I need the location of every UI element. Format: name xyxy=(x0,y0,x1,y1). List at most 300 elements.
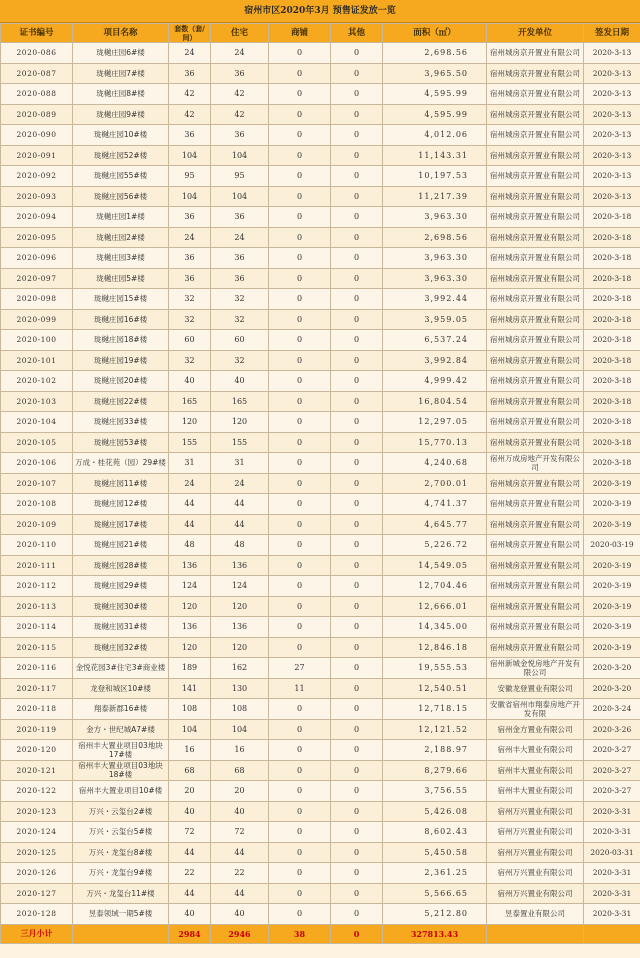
cell-units: 40 xyxy=(169,371,211,392)
cell-developer: 宿州城房京开置业有限公司 xyxy=(487,84,584,105)
cell-project-name: 翔泰新郡16#楼 xyxy=(73,699,169,720)
cell-developer: 宿州城房京开置业有限公司 xyxy=(487,289,584,310)
cell-project-name: 珑樾庄园22#楼 xyxy=(73,391,169,412)
cell-area: 12,297.05 xyxy=(383,412,487,433)
cell-units: 36 xyxy=(169,248,211,269)
cell-area: 8,602.43 xyxy=(383,822,487,843)
cell-project-name: 珑樾庄园3#楼 xyxy=(73,248,169,269)
sheet-title: 宿州市区2020年3月 预售证发放一览 xyxy=(0,0,640,23)
cell-id: 2020-088 xyxy=(1,84,73,105)
cell-id: 2020-108 xyxy=(1,494,73,515)
cell-other: 0 xyxy=(331,658,383,679)
cell-developer: 宿州丰大置业有限公司 xyxy=(487,740,584,761)
cell-date: 2020-3-18 xyxy=(584,391,640,412)
total-label: 三月小计 xyxy=(1,924,73,943)
cell-id: 2020-128 xyxy=(1,904,73,925)
cell-other: 0 xyxy=(331,84,383,105)
cell-date: 2020-3-31 xyxy=(584,863,640,884)
cell-area: 4,595.99 xyxy=(383,84,487,105)
cell-project-name: 万兴・龙玺台9#楼 xyxy=(73,863,169,884)
cell-area: 14,345.00 xyxy=(383,617,487,638)
cell-shop: 0 xyxy=(269,84,331,105)
table-row xyxy=(1,740,640,761)
table-row xyxy=(1,166,640,187)
cell-other: 0 xyxy=(331,268,383,289)
cell-area: 5,426.08 xyxy=(383,801,487,822)
cell-other: 0 xyxy=(331,453,383,474)
cell-project-name: 珑樾庄园7#楼 xyxy=(73,63,169,84)
table-row xyxy=(1,84,640,105)
cell-residential: 104 xyxy=(211,145,269,166)
cell-area: 3,959.05 xyxy=(383,309,487,330)
cell-id: 2020-121 xyxy=(1,760,73,781)
cell-residential: 36 xyxy=(211,63,269,84)
cell-other: 0 xyxy=(331,617,383,638)
cell-units: 32 xyxy=(169,309,211,330)
cell-date: 2020-3-31 xyxy=(584,822,640,843)
cell-developer: 宿州城房京开置业有限公司 xyxy=(487,637,584,658)
cell-date: 2020-3-18 xyxy=(584,309,640,330)
cell-id: 2020-110 xyxy=(1,535,73,556)
table-row xyxy=(1,145,640,166)
cell-residential: 104 xyxy=(211,186,269,207)
cell-developer: 宿州城房京开置业有限公司 xyxy=(487,125,584,146)
cell-date: 2020-3-19 xyxy=(584,637,640,658)
cell-other: 0 xyxy=(331,125,383,146)
cell-shop: 0 xyxy=(269,740,331,761)
col-header-shop: 商铺 xyxy=(269,24,331,43)
cell-area: 5,212.80 xyxy=(383,904,487,925)
cell-date: 2020-3-13 xyxy=(584,186,640,207)
cell-units: 48 xyxy=(169,535,211,556)
table-row xyxy=(1,186,640,207)
table-row xyxy=(1,555,640,576)
cell-residential: 44 xyxy=(211,842,269,863)
cell-project-name: 珑樾庄园10#楼 xyxy=(73,125,169,146)
cell-other: 0 xyxy=(331,637,383,658)
cell-shop: 0 xyxy=(269,309,331,330)
cell-shop: 0 xyxy=(269,555,331,576)
cell-shop: 0 xyxy=(269,268,331,289)
cell-id: 2020-089 xyxy=(1,104,73,125)
cell-project-name: 珑樾庄园32#楼 xyxy=(73,637,169,658)
cell-project-name: 万成・桂花苑（园）29#楼 xyxy=(73,453,169,474)
cell-area: 4,741.37 xyxy=(383,494,487,515)
cell-date: 2020-3-13 xyxy=(584,43,640,64)
cell-project-name: 珑樾庄园17#楼 xyxy=(73,514,169,535)
total-area: 327813.43 xyxy=(383,924,487,943)
cell-project-name: 珑樾庄园55#楼 xyxy=(73,166,169,187)
cell-other: 0 xyxy=(331,145,383,166)
cell-id: 2020-092 xyxy=(1,166,73,187)
cell-id: 2020-106 xyxy=(1,453,73,474)
cell-date: 2020-03-19 xyxy=(584,535,640,556)
cell-area: 2,361.25 xyxy=(383,863,487,884)
cell-developer: 宿州丰大置业有限公司 xyxy=(487,760,584,781)
cell-id: 2020-095 xyxy=(1,227,73,248)
cell-residential: 136 xyxy=(211,617,269,638)
cell-developer: 宿州城房京开置业有限公司 xyxy=(487,473,584,494)
cell-shop: 0 xyxy=(269,227,331,248)
cell-units: 24 xyxy=(169,43,211,64)
cell-units: 44 xyxy=(169,883,211,904)
cell-residential: 60 xyxy=(211,330,269,351)
cell-project-name: 珑樾庄园6#楼 xyxy=(73,43,169,64)
cell-id: 2020-122 xyxy=(1,781,73,802)
cell-other: 0 xyxy=(331,227,383,248)
cell-id: 2020-113 xyxy=(1,596,73,617)
cell-units: 44 xyxy=(169,842,211,863)
cell-other: 0 xyxy=(331,514,383,535)
cell-units: 42 xyxy=(169,84,211,105)
cell-residential: 95 xyxy=(211,166,269,187)
cell-date: 2020-3-20 xyxy=(584,658,640,679)
cell-units: 68 xyxy=(169,760,211,781)
total-units: 2984 xyxy=(169,924,211,943)
cell-project-name: 万兴・云玺台5#楼 xyxy=(73,822,169,843)
cell-project-name: 宿州丰大置业项目10#楼 xyxy=(73,781,169,802)
cell-id: 2020-090 xyxy=(1,125,73,146)
cell-residential: 40 xyxy=(211,904,269,925)
cell-residential: 165 xyxy=(211,391,269,412)
cell-project-name: 宿州丰大置业项目03地块18#楼 xyxy=(73,760,169,781)
cell-id: 2020-112 xyxy=(1,576,73,597)
cell-shop: 0 xyxy=(269,125,331,146)
table-row xyxy=(1,514,640,535)
cell-residential: 32 xyxy=(211,309,269,330)
cell-area: 4,012.06 xyxy=(383,125,487,146)
cell-other: 0 xyxy=(331,309,383,330)
cell-other: 0 xyxy=(331,883,383,904)
cell-id: 2020-126 xyxy=(1,863,73,884)
cell-shop: 0 xyxy=(269,248,331,269)
table-row xyxy=(1,699,640,720)
cell-id: 2020-102 xyxy=(1,371,73,392)
table-row xyxy=(1,43,640,64)
cell-shop: 0 xyxy=(269,760,331,781)
col-header-area: 面积（㎡） xyxy=(383,24,487,43)
cell-project-name: 珑樾庄园16#楼 xyxy=(73,309,169,330)
cell-area: 3,965.50 xyxy=(383,63,487,84)
table-row xyxy=(1,371,640,392)
cell-project-name: 珑樾庄园19#楼 xyxy=(73,350,169,371)
cell-shop: 0 xyxy=(269,207,331,228)
cell-shop: 0 xyxy=(269,104,331,125)
cell-project-name: 珑樾庄园2#楼 xyxy=(73,227,169,248)
cell-developer: 宿州城房京开置业有限公司 xyxy=(487,494,584,515)
cell-id: 2020-086 xyxy=(1,43,73,64)
cell-area: 3,963.30 xyxy=(383,207,487,228)
cell-shop: 0 xyxy=(269,822,331,843)
cell-units: 22 xyxy=(169,863,211,884)
cell-shop: 0 xyxy=(269,145,331,166)
cell-developer: 宿州城房京开置业有限公司 xyxy=(487,596,584,617)
cell-residential: 36 xyxy=(211,207,269,228)
cell-area: 3,992.84 xyxy=(383,350,487,371)
table-row xyxy=(1,801,640,822)
cell-residential: 120 xyxy=(211,412,269,433)
cell-area: 3,992.44 xyxy=(383,289,487,310)
cell-shop: 0 xyxy=(269,863,331,884)
cell-date: 2020-3-18 xyxy=(584,268,640,289)
cell-project-name: 珑樾庄园30#楼 xyxy=(73,596,169,617)
cell-units: 120 xyxy=(169,596,211,617)
cell-other: 0 xyxy=(331,432,383,453)
cell-units: 120 xyxy=(169,637,211,658)
total-date-cell xyxy=(584,924,640,943)
cell-area: 19,555.53 xyxy=(383,658,487,679)
cell-units: 124 xyxy=(169,576,211,597)
cell-developer: 宿州城房京开置业有限公司 xyxy=(487,104,584,125)
cell-developer: 宿州金方置业有限公司 xyxy=(487,719,584,740)
cell-area: 4,240.68 xyxy=(383,453,487,474)
cell-units: 165 xyxy=(169,391,211,412)
cell-other: 0 xyxy=(331,719,383,740)
cell-project-name: 珑樾庄园52#楼 xyxy=(73,145,169,166)
header-row xyxy=(1,24,640,43)
cell-developer: 宿州丰大置业有限公司 xyxy=(487,781,584,802)
cell-units: 32 xyxy=(169,289,211,310)
cell-project-name: 珑樾庄园56#楼 xyxy=(73,186,169,207)
cell-project-name: 珑樾庄园29#楼 xyxy=(73,576,169,597)
cell-developer: 宿州城房京开置业有限公司 xyxy=(487,309,584,330)
cell-id: 2020-120 xyxy=(1,740,73,761)
cell-shop: 0 xyxy=(269,781,331,802)
cell-units: 104 xyxy=(169,186,211,207)
cell-id: 2020-094 xyxy=(1,207,73,228)
cell-area: 12,704.46 xyxy=(383,576,487,597)
cell-developer: 宿州万兴置业有限公司 xyxy=(487,883,584,904)
cell-area: 12,846.18 xyxy=(383,637,487,658)
total-developer-cell xyxy=(487,924,584,943)
cell-area: 3,963.30 xyxy=(383,248,487,269)
cell-project-name: 珑樾庄园12#楼 xyxy=(73,494,169,515)
cell-id: 2020-091 xyxy=(1,145,73,166)
cell-units: 40 xyxy=(169,904,211,925)
cell-residential: 42 xyxy=(211,84,269,105)
cell-units: 104 xyxy=(169,145,211,166)
cell-date: 2020-3-27 xyxy=(584,740,640,761)
cell-residential: 104 xyxy=(211,719,269,740)
cell-area: 4,595.99 xyxy=(383,104,487,125)
cell-date: 2020-03-31 xyxy=(584,842,640,863)
table-row xyxy=(1,473,640,494)
cell-residential: 68 xyxy=(211,760,269,781)
cell-units: 44 xyxy=(169,514,211,535)
cell-area: 6,537.24 xyxy=(383,330,487,351)
cell-id: 2020-093 xyxy=(1,186,73,207)
cell-shop: 0 xyxy=(269,883,331,904)
cell-units: 36 xyxy=(169,125,211,146)
cell-developer: 昱泰置业有限公司 xyxy=(487,904,584,925)
cell-date: 2020-3-18 xyxy=(584,207,640,228)
cell-residential: 124 xyxy=(211,576,269,597)
cell-units: 60 xyxy=(169,330,211,351)
cell-date: 2020-3-26 xyxy=(584,719,640,740)
cell-developer: 宿州城房京开置业有限公司 xyxy=(487,330,584,351)
cell-developer: 宿州城房京开置业有限公司 xyxy=(487,145,584,166)
cell-residential: 36 xyxy=(211,248,269,269)
cell-project-name: 万兴・龙玺台11#楼 xyxy=(73,883,169,904)
cell-project-name: 金方・世纪城A7#楼 xyxy=(73,719,169,740)
cell-project-name: 珑樾庄园53#楼 xyxy=(73,432,169,453)
cell-area: 4,999.42 xyxy=(383,371,487,392)
cell-shop: 0 xyxy=(269,350,331,371)
cell-units: 42 xyxy=(169,104,211,125)
cell-developer: 宿州城房京开置业有限公司 xyxy=(487,391,584,412)
cell-date: 2020-3-27 xyxy=(584,781,640,802)
cell-area: 12,121.52 xyxy=(383,719,487,740)
table-row xyxy=(1,104,640,125)
cell-other: 0 xyxy=(331,350,383,371)
cell-residential: 40 xyxy=(211,371,269,392)
table-row xyxy=(1,412,640,433)
cell-shop: 0 xyxy=(269,576,331,597)
cell-residential: 44 xyxy=(211,514,269,535)
cell-residential: 72 xyxy=(211,822,269,843)
cell-developer: 宿州万兴置业有限公司 xyxy=(487,822,584,843)
col-header-date: 签发日期 xyxy=(584,24,640,43)
cell-date: 2020-3-19 xyxy=(584,514,640,535)
cell-id: 2020-100 xyxy=(1,330,73,351)
cell-id: 2020-127 xyxy=(1,883,73,904)
cell-area: 5,566.65 xyxy=(383,883,487,904)
cell-residential: 31 xyxy=(211,453,269,474)
cell-shop: 0 xyxy=(269,391,331,412)
cell-developer: 宿州城房京开置业有限公司 xyxy=(487,535,584,556)
col-header-units: 套数（套/间） xyxy=(169,24,211,43)
cell-shop: 0 xyxy=(269,330,331,351)
cell-date: 2020-3-13 xyxy=(584,104,640,125)
cell-shop: 0 xyxy=(269,801,331,822)
cell-units: 136 xyxy=(169,617,211,638)
cell-residential: 24 xyxy=(211,473,269,494)
cell-shop: 0 xyxy=(269,699,331,720)
cell-residential: 155 xyxy=(211,432,269,453)
cell-project-name: 金悦花园3#住宅3#商业楼 xyxy=(73,658,169,679)
cell-project-name: 珑樾庄园5#楼 xyxy=(73,268,169,289)
cell-date: 2020-3-18 xyxy=(584,330,640,351)
table-row xyxy=(1,842,640,863)
cell-project-name: 珑樾庄园9#楼 xyxy=(73,104,169,125)
cell-area: 5,450.58 xyxy=(383,842,487,863)
cell-shop: 0 xyxy=(269,494,331,515)
cell-other: 0 xyxy=(331,576,383,597)
cell-date: 2020-3-18 xyxy=(584,248,640,269)
table-row xyxy=(1,596,640,617)
cell-units: 24 xyxy=(169,227,211,248)
cell-id: 2020-098 xyxy=(1,289,73,310)
cell-shop: 0 xyxy=(269,371,331,392)
cell-other: 0 xyxy=(331,760,383,781)
cell-date: 2020-3-19 xyxy=(584,617,640,638)
cell-project-name: 珑樾庄园33#楼 xyxy=(73,412,169,433)
cell-units: 20 xyxy=(169,781,211,802)
cell-shop: 0 xyxy=(269,904,331,925)
cell-units: 141 xyxy=(169,678,211,699)
table-row xyxy=(1,350,640,371)
table-row xyxy=(1,63,640,84)
cell-units: 16 xyxy=(169,740,211,761)
cell-id: 2020-115 xyxy=(1,637,73,658)
cell-id: 2020-117 xyxy=(1,678,73,699)
cell-units: 40 xyxy=(169,801,211,822)
cell-units: 108 xyxy=(169,699,211,720)
cell-date: 2020-3-18 xyxy=(584,432,640,453)
cell-developer: 宿州城房京开置业有限公司 xyxy=(487,371,584,392)
cell-other: 0 xyxy=(331,822,383,843)
cell-project-name: 珑樾庄园8#楼 xyxy=(73,84,169,105)
cell-date: 2020-3-31 xyxy=(584,904,640,925)
cell-area: 2,698.56 xyxy=(383,227,487,248)
cell-residential: 108 xyxy=(211,699,269,720)
cell-id: 2020-096 xyxy=(1,248,73,269)
cell-project-name: 龙登和城区10#楼 xyxy=(73,678,169,699)
cell-area: 2,188.97 xyxy=(383,740,487,761)
cell-project-name: 万兴・云玺台2#楼 xyxy=(73,801,169,822)
cell-date: 2020-3-13 xyxy=(584,145,640,166)
cell-residential: 16 xyxy=(211,740,269,761)
table-row xyxy=(1,227,640,248)
cell-id: 2020-111 xyxy=(1,555,73,576)
cell-developer: 宿州万兴置业有限公司 xyxy=(487,863,584,884)
cell-shop: 0 xyxy=(269,186,331,207)
cell-area: 14,549.05 xyxy=(383,555,487,576)
cell-units: 36 xyxy=(169,207,211,228)
cell-units: 155 xyxy=(169,432,211,453)
table-row xyxy=(1,207,640,228)
cell-shop: 0 xyxy=(269,43,331,64)
cell-other: 0 xyxy=(331,699,383,720)
cell-other: 0 xyxy=(331,207,383,228)
table-row xyxy=(1,678,640,699)
cell-id: 2020-107 xyxy=(1,473,73,494)
table-row xyxy=(1,330,640,351)
cell-id: 2020-099 xyxy=(1,309,73,330)
cell-area: 16,804.54 xyxy=(383,391,487,412)
cell-id: 2020-097 xyxy=(1,268,73,289)
cell-other: 0 xyxy=(331,289,383,310)
table-row xyxy=(1,576,640,597)
cell-developer: 宿州城房京开置业有限公司 xyxy=(487,555,584,576)
cell-project-name: 珑樾庄园18#楼 xyxy=(73,330,169,351)
cell-date: 2020-3-31 xyxy=(584,883,640,904)
table-row xyxy=(1,904,640,925)
cell-residential: 36 xyxy=(211,268,269,289)
cell-project-name: 珑樾庄园15#楼 xyxy=(73,289,169,310)
cell-other: 0 xyxy=(331,801,383,822)
cell-units: 189 xyxy=(169,658,211,679)
cell-residential: 36 xyxy=(211,125,269,146)
cell-shop: 0 xyxy=(269,412,331,433)
cell-residential: 20 xyxy=(211,781,269,802)
table-row xyxy=(1,432,640,453)
cell-units: 44 xyxy=(169,494,211,515)
cell-residential: 32 xyxy=(211,289,269,310)
cell-date: 2020-3-19 xyxy=(584,473,640,494)
cell-residential: 32 xyxy=(211,350,269,371)
cell-area: 12,666.01 xyxy=(383,596,487,617)
table-row xyxy=(1,883,640,904)
table-row xyxy=(1,268,640,289)
cell-shop: 27 xyxy=(269,658,331,679)
table-row xyxy=(1,822,640,843)
cell-date: 2020-3-31 xyxy=(584,801,640,822)
cell-other: 0 xyxy=(331,596,383,617)
cell-units: 104 xyxy=(169,719,211,740)
cell-other: 0 xyxy=(331,391,383,412)
cell-project-name: 宿州丰大置业项目03地块17#楼 xyxy=(73,740,169,761)
